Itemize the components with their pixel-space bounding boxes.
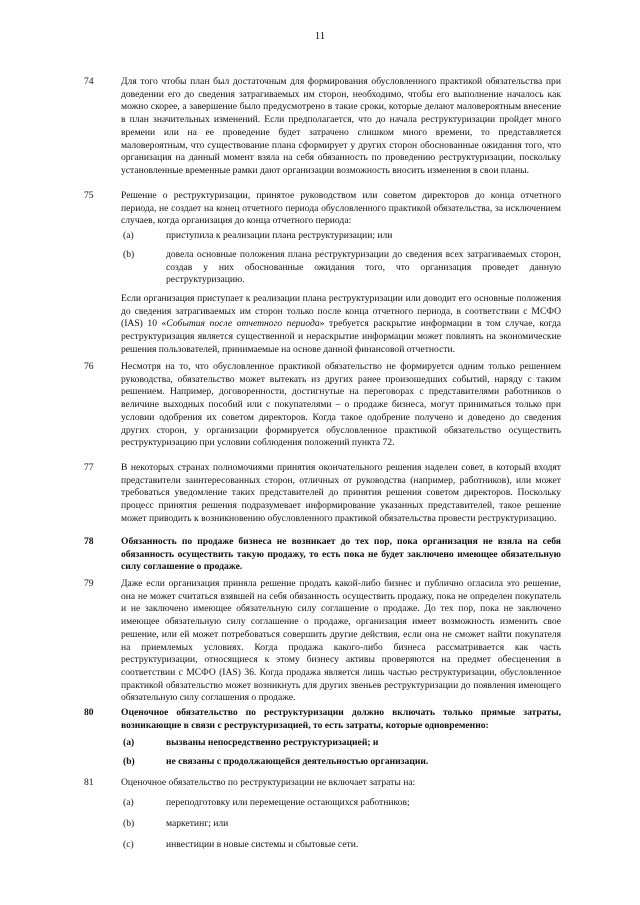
paragraph-text: Обязанность по продаже бизнеса не возникает до тех пор, пока организация не взяла на себя обязанность осуществить такую продажу, то есть пока не будет заключено имеющее обязательную силу соглашение о продаже.: [121, 536, 561, 573]
paragraph-number: 81: [84, 777, 94, 788]
standard-title: События после отчетного периода: [166, 318, 320, 330]
paragraph-text: Решение о реструктуризации, принятое руководством или советом директоров до конца отчетного периода, не создает на конец отчетного периода обусловленного практикой обязательства, за исключением случаев, когда организация до конца отчетного периода:: [121, 190, 561, 227]
paragraph-text: Даже если организация приняла решение продать какой-либо бизнес и публично огласила это решение, она не может считаться взявшей на себя обязанность осуществить продажу, пока не определен покупатель и не заключено имеющее обязательную силу соглашение о продаже. До тех пор, пока не заключено имеющее обязательную силу соглашение о продаже, организация имеет возможность изменить свое решение, или ей может потребоваться совершить другие действия, если она не сможет найти покупателя на приемлемых условиях. Когда продажа какого-либо бизнеса рассматривается как часть реструктуризации, относящиеся к этому бизнесу активы проверяются на предмет обесценения в соответствии с МСФО (IAS) 36. Когда продажа является лишь частью реструктуризации, обусловленное практикой обязательство может возникнуть для других звеньев реструктуризации до появления имеющего обязательную силу соглашения о продаже.: [121, 578, 561, 704]
paragraph-text: Оценочное обязательство по реструктуризации не включает затраты на:: [121, 777, 416, 788]
paragraph-text: Для того чтобы план был достаточным для формирования обусловленного практикой обязательства при доведении его до сведения затрагиваемых им сторон, необходимо, чтобы его выполнение началось как можно скорее, а завершение было предусмотрено в такие сроки, которые делают маловероятным внесение в план значительных изменений. Если предполагается, что до начала реструктуризации пройдет много времени или на ее проведение будет затрачено слишком много времени, то представляется маловероятным, что существование плана сформирует у других сторон обоснованные ожидания того, что организация на данный момент взяла на себя обязанность по проведению реструктуризации, поскольку установленные временные рамки дают организации возможность вносить изменения в свои планы.: [121, 76, 561, 176]
list-item-label: (a): [123, 797, 134, 808]
paragraph-text: Несмотря на то, что обусловленное практикой обязательство не формируется одним только решением руководства, обязательство может вытекать из других ранее произошедших событий, наряду с таким решением. Например, договоренности, достигнутые на переговорах с представителями работников о величине выходных пособий или с покупателями – о продаже бизнеса, могут приниматься только при условии одобрения их советом директоров. Когда такое одобрение получено и доведено до сведения других сторон, у организации формируется обусловленное практикой обязательство осуществить реструктуризацию при условии соблюдения положений пункта 72.: [121, 361, 561, 449]
list-item-text: довела основные положения плана реструктуризации до сведения всех затрагиваемых сторон, создав у них обоснованные ожидания того, что организация проведет данную реструктуризацию.: [166, 249, 561, 286]
list-item-label: (c): [123, 839, 134, 850]
list-item-label: (b): [123, 756, 135, 767]
paragraph-number: 76: [84, 361, 94, 372]
paragraph-text: [121, 293, 561, 357]
paragraph-number: 75: [84, 190, 94, 201]
paragraph-number: 80: [84, 707, 94, 718]
continuation-text-before: Если организация приступает к реализации плана реструктуризации или доводит его основные положения до сведения затрагиваемых им сторон только после конца отчетного периода, в соответствии с МСФО (IAS) 10 «: [121, 293, 561, 330]
paragraph-text: Оценочное обязательство по реструктуризации должно включать только прямые затраты, возникающие в связи с реструктуризацией, то есть затраты, которые одновременно:: [121, 707, 561, 731]
page-number: 11: [314, 30, 326, 42]
list-item-text: переподготовку или перемещение остающихся работников;: [166, 797, 410, 808]
list-item-label: (b): [123, 249, 135, 260]
list-item-label: (b): [123, 818, 135, 829]
paragraph-number: 79: [84, 578, 94, 589]
paragraph-number: 78: [84, 536, 94, 547]
list-item-text: приступила к реализации плана реструктуризации; или: [166, 230, 393, 241]
list-item-text: не связаны с продолжающейся деятельностью организации.: [166, 756, 429, 767]
paragraph-number: 77: [84, 462, 94, 473]
list-item-label: (a): [123, 737, 135, 748]
list-item-text: вызваны непосредственно реструктуризацией; и: [166, 737, 379, 748]
continuation-text-after: » требуется раскрытие информации в том случае, когда реструктуризация является существенной и нераскрытие информации может повлиять на экономические решения пользователей, принимаемые на основе данной финансовой отчетности.: [121, 318, 561, 355]
list-item-text: маркетинг; или: [166, 818, 229, 829]
paragraph-number: 74: [84, 76, 94, 87]
list-item-label: (a): [123, 230, 134, 241]
list-item-text: инвестиции в новые системы и сбытовые сети.: [166, 839, 359, 850]
paragraph-text: В некоторых странах полномочиями принятия окончательного решения наделен совет, в который входят представители заинтересованных сторон, отличных от руководства (например, работников), или может требоваться уведомление таких представителей до принятия решения советом директоров. Поскольку процесс принятия решения подразумевает информирование указанных представителей, такое решение может приводить к возникновению обусловленного практикой обязательства провести реструктуризацию.: [121, 462, 561, 524]
